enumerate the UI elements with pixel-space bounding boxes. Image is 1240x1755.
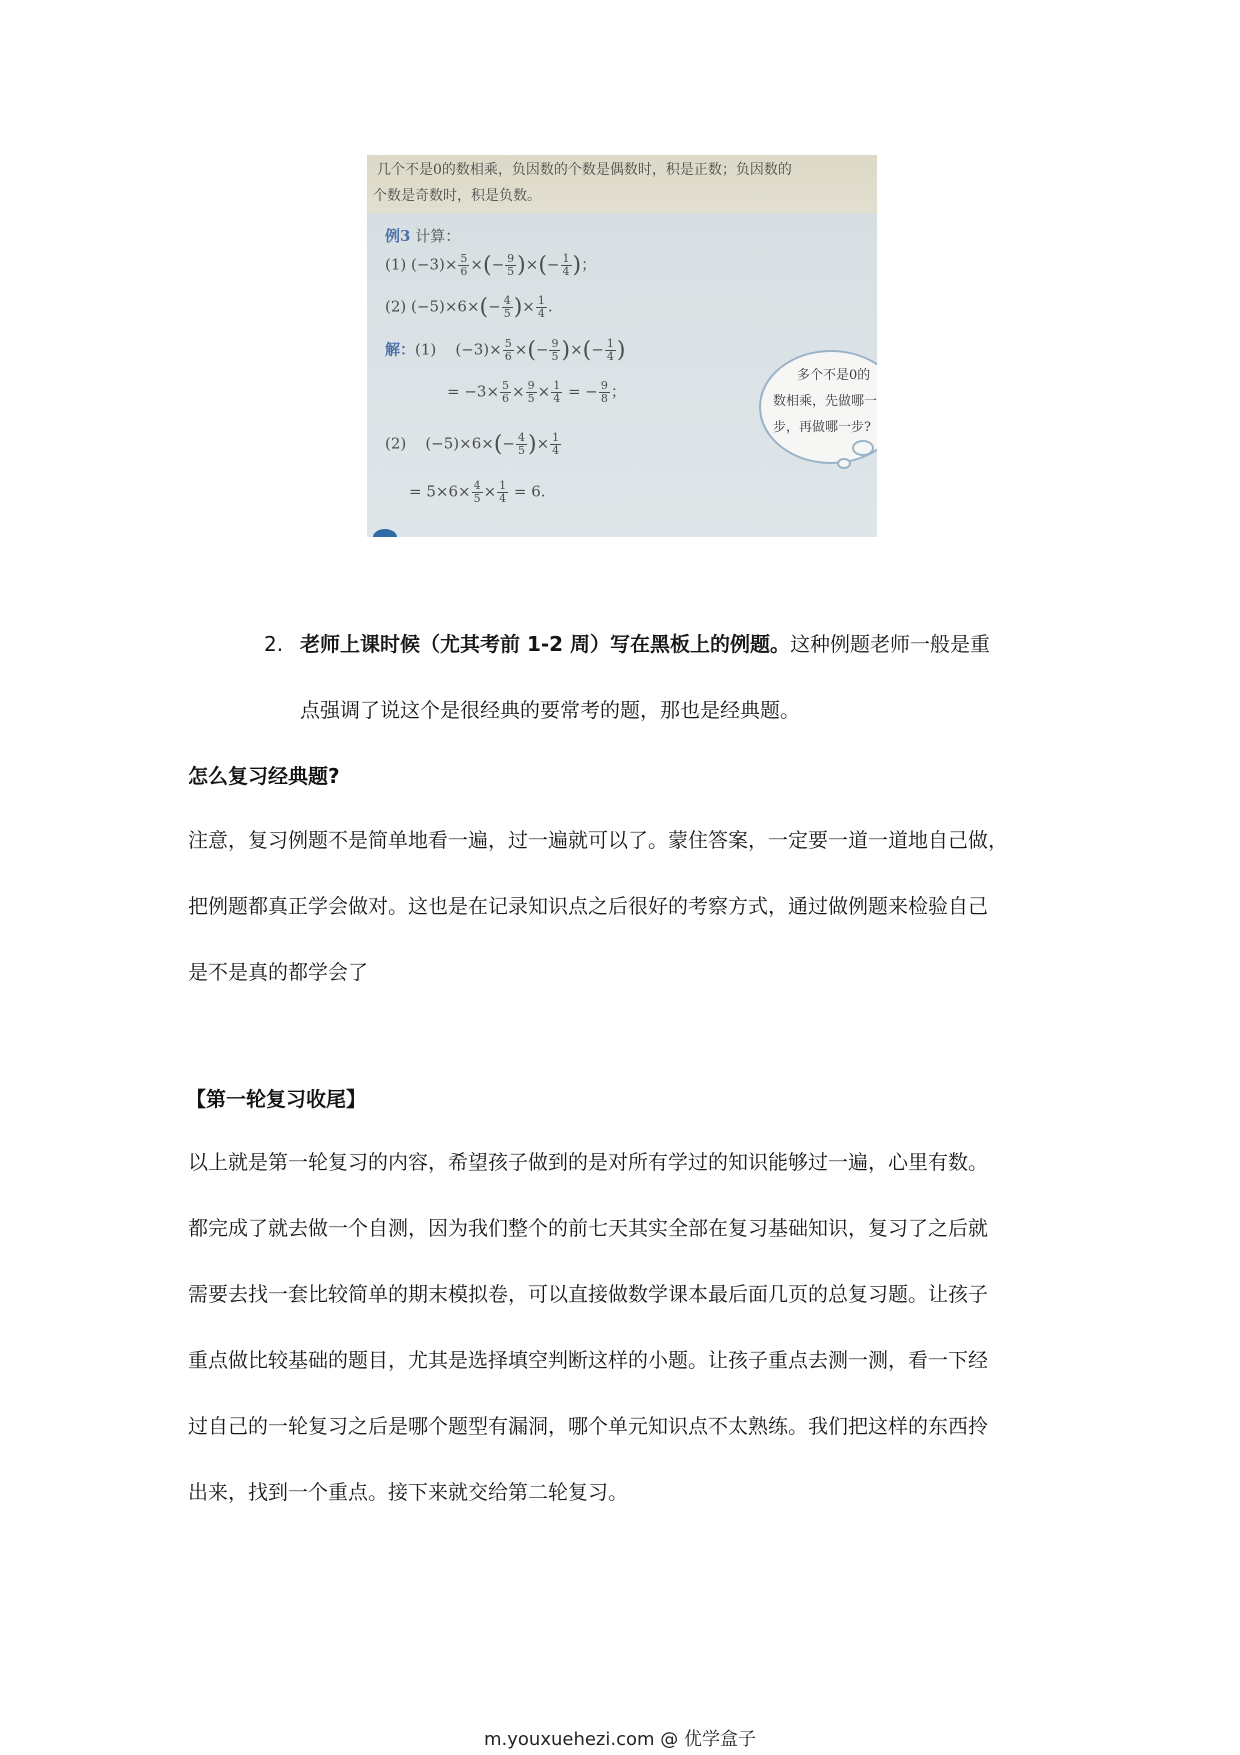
fraction: $\frac{4}{5}$ (518, 431, 525, 457)
paragraph-review (188, 807, 1058, 1005)
fraction: $\frac{9}{8}$ (600, 379, 608, 405)
section-heading-wrapup: 【第一轮复习收尾】 (186, 1087, 366, 1111)
solution-2-line-2: = 5×6× $\frac{4}{5}$ × $\frac{1}{4}$ = 6. (409, 479, 546, 505)
cloud-bubble-small (837, 458, 851, 469)
fraction: $\frac{9}{5}$ (507, 252, 515, 278)
paragraph-line: 过自己的一轮复习之后是哪个题型有漏洞，哪个单元知识点不太熟练。我们把这样的东西拎 (188, 1414, 988, 1438)
paragraph-line: 是不是真的都学会了 (188, 960, 368, 984)
fraction: $\frac{5}{6}$ (504, 337, 512, 363)
fraction: $\frac{1}{4}$ (499, 479, 507, 505)
list-item-2 (264, 611, 990, 677)
paragraph-line: 注意，复习例题不是简单地看一遍，过一遍就可以了。蒙住答案，一定要一道一道地自己做， (188, 828, 1008, 852)
fraction: $\frac{1}{4}$ (553, 379, 561, 405)
paragraph-line: 出来，找到一个重点。接下来就交给第二轮复习。 (188, 1480, 628, 1504)
paragraph-line: 以上就是第一轮复习的内容，希望孩子做到的是对所有学过的知识能够过一遍，心里有数。 (188, 1150, 988, 1174)
cloud-bubble (852, 440, 874, 456)
list-item-bold: 老师上课时候（尤其考前 1-2 周）写在黑板上的例题。 (300, 632, 791, 656)
solution-1-line-1: 解：(1) (−3)× $\frac{5}{6}$ ×(− $\frac{9}{5}$ )×(− $\frac{1}{4}$ ) (385, 337, 626, 363)
paragraph-line: 重点做比较基础的题目，尤其是选择填空判断这样的小题。让孩子重点去测一测，看一下经 (188, 1348, 988, 1372)
footer-watermark: m.youxuehezi.com @ 优学盒子 (483, 1729, 756, 1750)
fraction: $\frac{5}{6}$ (502, 379, 510, 405)
fraction: $\frac{9}{5}$ (527, 379, 535, 405)
fraction: $\frac{1}{4}$ (562, 252, 570, 278)
cloud-line-3: 步，再做哪一步? (773, 420, 871, 435)
fraction: $\frac{1}{4}$ (606, 337, 614, 363)
paragraph-line: 都完成了就去做一个自测，因为我们整个的前七天其实全部在复习基础知识，复习了之后就 (188, 1216, 988, 1240)
cloud-line-2: 数相乘，先做哪一 (773, 394, 877, 409)
fraction: $\frac{5}{6}$ (460, 252, 468, 278)
question-1-prefix: (1) (385, 255, 407, 274)
fraction: $\frac{1}{4}$ (552, 431, 560, 457)
photo-rule-line-2: 个数是奇数时，积是负数。 (373, 188, 541, 204)
fraction: $\frac{9}{5}$ (551, 337, 559, 363)
section-heading-review: 怎么复习经典题? (188, 764, 340, 788)
question-1: (1) (−3)× $\frac{5}{6}$ ×(− $\frac{9}{5}$ )×(− $\frac{1}{4}$ )； (385, 252, 597, 278)
page-corner-mark (373, 529, 397, 537)
list-item-2-continued: 点强调了说这个是很经典的要常考的题，那也是经典题。 (300, 698, 800, 722)
example-label: 例3 (385, 227, 411, 245)
textbook-photo (367, 155, 877, 537)
paragraph-line: 需要去找一套比较简单的期末模拟卷，可以直接做数学课本最后面几页的总复习题。让孩子 (188, 1282, 988, 1306)
cloud-line-1: 多个不是0的 (797, 368, 871, 383)
example-header (385, 225, 460, 246)
question-2: (2) (−5)×6×(− $\frac{4}{5}$ )× $\frac{1}{4}$ . (385, 294, 553, 320)
fraction: $\frac{4}{5}$ (473, 479, 481, 505)
fraction: $\frac{1}{4}$ (537, 294, 545, 320)
solution-label: 解： (385, 340, 416, 359)
list-number: 2. (264, 632, 284, 656)
paragraph-line: 把例题都真正学会做对。这也是在记录知识点之后很好的考察方式，通过做例题来检验自己 (188, 894, 988, 918)
example-title: 计算： (415, 227, 461, 245)
solution-2-line-1: (2) (−5)×6×(− $\frac{4}{5}$ )× $\frac{1}{4}$ (385, 431, 560, 457)
question-2-prefix: (2) (385, 297, 407, 316)
fraction: $\frac{4}{5}$ (503, 294, 511, 320)
paragraph-wrapup (188, 1129, 1058, 1525)
solution-1-line-2: = −3× $\frac{5}{6}$ × $\frac{9}{5}$ × $\frac{1}{4}$ = − $\frac{9}{8}$ ； (447, 379, 626, 405)
photo-rule-line-1: 几个不是0的数相乘，负因数的个数是偶数时，积是正数；负因数的 (377, 162, 792, 178)
list-item-text: 这种例题老师一般是重 (790, 632, 991, 656)
